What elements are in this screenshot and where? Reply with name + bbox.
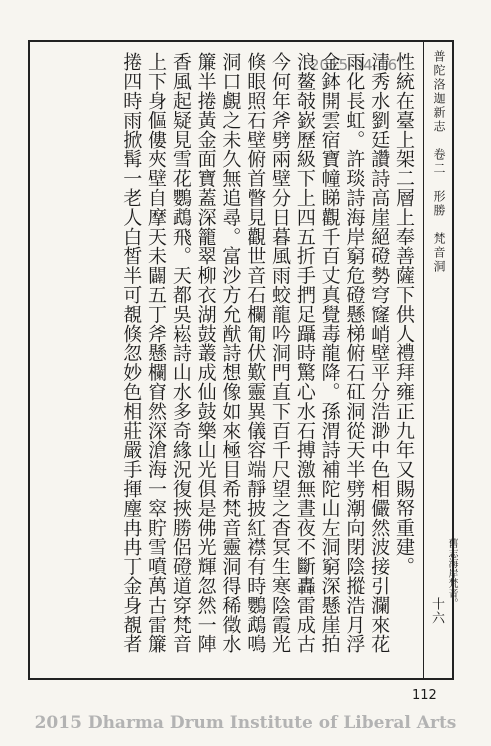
watermark: 2015 Dharma Drum Institute of Liberal Arts	[34, 713, 457, 733]
header-rule	[423, 42, 424, 678]
running-title: 普陀洛迦新志 卷二 形勝 梵音洞	[432, 50, 446, 274]
date-stamp: 2015-04-16	[310, 56, 398, 74]
text-column: 上下身傴僂夾壁自摩天未闢五丁斧懸欄窅然深滄海一窣貯雪噴萬古雷簾	[145, 52, 168, 654]
text-column: 雨化長虹。許琰詩海岸窮危磴懸梯俯石矼洞從天半劈潮向閉陰摐浩月浮	[343, 52, 366, 654]
text-column: 浪鳌攲嶔歷級下上四五折手捫足躡時驚心水石搏激無晝夜不斷轟雷成古	[293, 52, 316, 654]
text-block	[36, 52, 416, 668]
page-number: 112	[412, 688, 437, 703]
text-column: 洞口覻之未久無追尋。富沙方允猷詩想像如來極目希梵音靈洞得稀徵水	[219, 52, 242, 654]
interlinear-gloss: 舊志海岸梵音。	[446, 538, 457, 608]
folio: 十六	[429, 597, 444, 625]
text-column: 香風起疑見雪花鸚鵡飛。天都吳崧詩山水多奇緣況復挾勝侶磴道穿梵音	[169, 52, 192, 654]
text-column: 金鉢開雲宿寶幢睇觀千百丈真覺毒龍降。孫渭詩補陀山左洞窮深懸崖拍	[318, 52, 341, 654]
text-column: 性統在臺上架二層上奉善薩下供人禮拜雍正九年又賜帑重建。	[393, 52, 415, 576]
text-column: 捲四時雨掀髯一老人白皙半可覩倏忽妙色相莊嚴手揮麈冉冉丁金身覩者	[120, 52, 143, 654]
text-column: 今何年斧劈兩壁分日暮風雨蛟龍吟洞門直下百千尺望之杳冥生寒陰霞光	[269, 52, 292, 654]
text-column: 清秀水劉廷讚詩高崖絕磴勢穹窿峭壁平分浩渺中色相儼然波接引瀾來花	[368, 52, 391, 654]
text-column: 倏眼照石壁俯首瞥見觀世音石欄匍伏歎靈異儀容端靜披紅襟有時鸚鵡鳴	[244, 52, 267, 654]
text-column: 簾半捲黃金面寶蓋深籠翠柳衣湖鼓叢成仙鼓樂山光俱是佛光輝忽然一陣	[194, 52, 217, 654]
